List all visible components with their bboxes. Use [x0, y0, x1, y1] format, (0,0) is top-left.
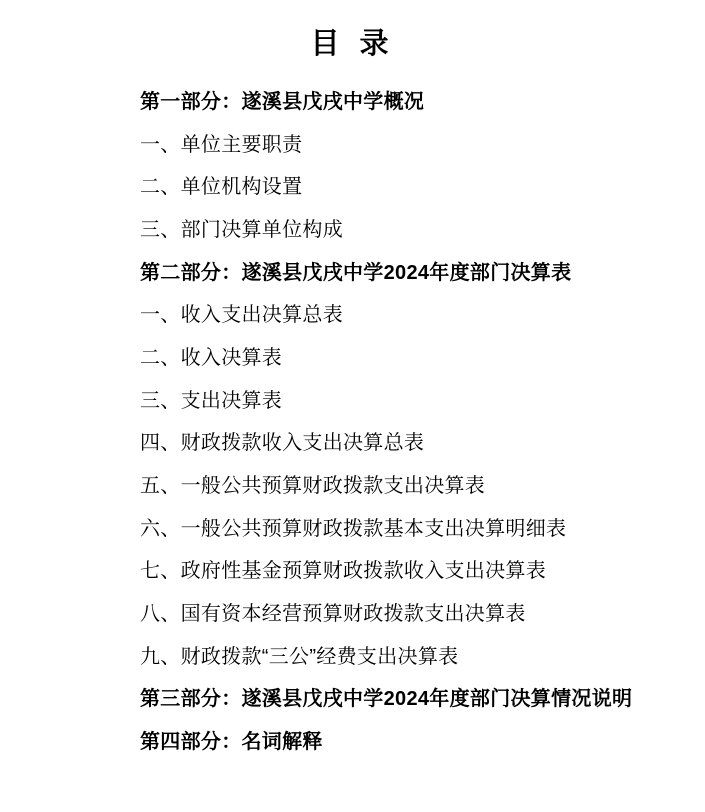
toc-part-1-heading: 第一部分：遂溪县戊戌中学概况: [140, 90, 425, 113]
table-of-contents: [0, 78, 705, 761]
toc-item-unit-structure: 二、单位机构设置: [140, 176, 303, 199]
toc-item-unit-duties: 一、单位主要职责: [140, 133, 303, 156]
toc-item-public-budget-basic-expense-detail: 六、一般公共预算财政拨款基本支出决算明细表: [140, 517, 567, 540]
toc-part-3-heading: 第三部分：遂溪县戊戌中学2024年度部门决算情况说明: [140, 688, 633, 711]
toc-item-three-public-expenses: 九、财政拨款“三公”经费支出决算表: [140, 645, 459, 668]
toc-part-2-heading: 第二部分：遂溪县戊戌中学2024年度部门决算表: [140, 261, 572, 284]
toc-item-gov-fund-budget: 七、政府性基金预算财政拨款收入支出决算表: [140, 560, 546, 583]
toc-item-public-budget-expense: 五、一般公共预算财政拨款支出决算表: [140, 475, 486, 498]
toc-part-4-heading: 第四部分：名词解释: [140, 731, 323, 754]
toc-item-expense-table: 三、支出决算表: [140, 389, 283, 412]
toc-item-income-expense-summary: 一、收入支出决算总表: [140, 304, 343, 327]
toc-item-income-table: 二、收入决算表: [140, 346, 283, 369]
toc-item-unit-composition: 三、部门决算单位构成: [140, 218, 343, 241]
page-title: 目 录: [310, 28, 395, 60]
toc-item-fiscal-allocation-summary: 四、财政拨款收入支出决算总表: [140, 432, 425, 455]
toc-item-state-capital-budget: 八、国有资本经营预算财政拨款支出决算表: [140, 603, 526, 626]
